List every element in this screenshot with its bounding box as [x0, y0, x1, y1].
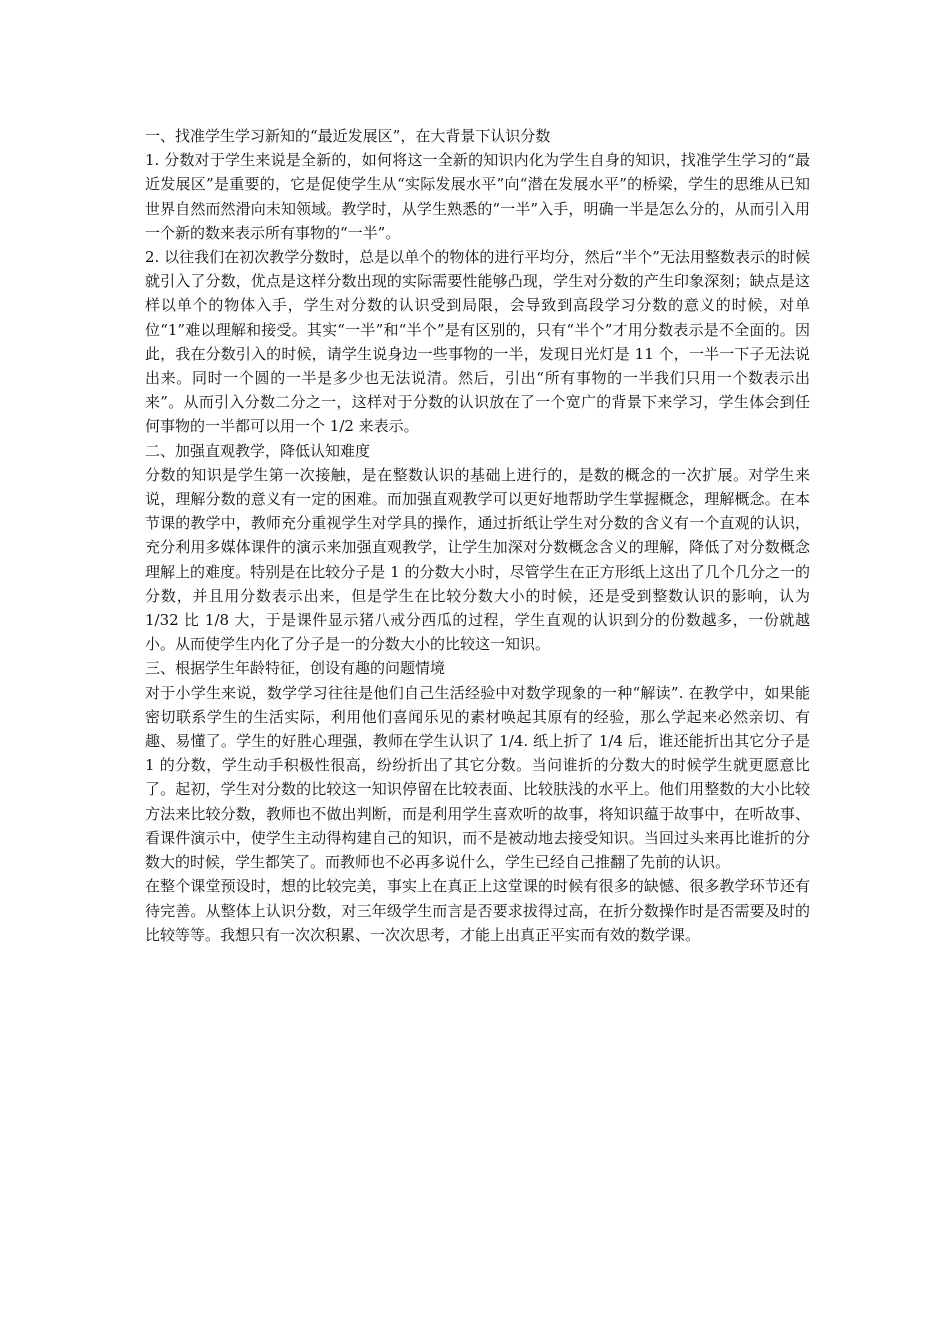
paragraph-2: 2. 以往我们在初次教学分数时，总是以单个的物体的进行平均分，然后“半个”无法用整数表示的时候就引入了分数，优点是这样分数出现的实际需要性能够凸现，学生对分数的产生印象深刻；缺点是这样以单个的物体入手，学生对分数的认识受到局限，会导致到高段学习分数的意义的时候，对单位“1”难以理解和接受。其实“一半”和“半个”是有区别的，只有“半个”才用分数表示是不全面的。因此，我在分数引入的时候，请学生说身边一些事物的一半，发现日光灯是 11 个，一半一下子无法说出来。同时一个圆的一半是多少也无法说清。然后，引出“所有事物的一半我们只用一个数表示出来”。从而引入分数二分之一，这样对于分数的认识放在了一个宽广的背景下来学习，学生体会到任何事物的一半都可以用一个 1/2 来表示。 — [145, 248, 810, 436]
section-heading-1: 一、找准学生学习新知的“最近发展区”，在大背景下认识分数 — [145, 127, 551, 145]
section-heading-2: 二、加强直观教学，降低认知难度 — [145, 441, 371, 460]
paragraph-4: 对于小学生来说，数学学习往往是他们自己生活经验中对数学现象的一种“解读”. 在教学中，如果能密切联系学生的生活实际，利用他们喜闻乐见的素材唤起其原有的经验，那么学起来必然亲切、有趣、易懂了。学生的好胜心理强，教师在学生认识了 1/4. 纸上折了 1/4 后，谁还能折出其它分子是 1 的分数，学生动手积极性很高，纷纷折出了其它分数。当问谁折的分数大的时候学生就更愿意比了。起初，学生对分数的比较这一知识停留在比较表面、比较肤浅的水平上。他们用整数的大小比较方法来比较分数，教师也不做出判断，而是利用学生喜欢听的故事，将知识蕴于故事中，在听故事、看课件演示中，使学生主动得构建自己的知识，而不是被动地去接受知识。当回过头来再比谁折的分数大的时候，学生都笑了。而教师也不必再多说什么，学生已经自己推翻了先前的认识。 — [145, 683, 810, 872]
document-body — [145, 124, 810, 947]
paragraph-1: 1. 分数对于学生来说是全新的，如何将这一全新的知识内化为学生自身的知识，找准学生学习的“最近发展区”是重要的，它是促使学生从“实际发展水平”向“潜在发展水平”的桥梁，学生的思维从已知世界自然而然滑向未知领域。教学时，从学生熟悉的“一半”入手，明确一半是怎么分的，从而引入用一个新的数来表示所有事物的“一半”。 — [145, 151, 810, 242]
paragraph-3: 分数的知识是学生第一次接触，是在整数认识的基础上进行的，是数的概念的一次扩展。对学生来说，理解分数的意义有一定的困难。而加强直观教学可以更好地帮助学生掌握概念，理解概念。在本节课的教学中，教师充分重视学生对学具的操作，通过折纸让学生对分数的含义有一个直观的认识，充分利用多媒体课件的演示来加强直观教学，让学生加深对分数概念含义的理解，降低了对分数概念理解上的难度。特别是在比较分子是 1 的分数大小时，尽管学生在正方形纸上这出了几个几分之一的分数，并且用分数表示出来，但是学生在比较分数大小的时候，还是受到整数认识的影响，认为 1/32 比 1/8 大，于是课件显示猪八戒分西瓜的过程，学生直观的认识到分的份数越多，一份就越小。从而使学生内化了分子是一的分数大小的比较这一知识。 — [145, 465, 810, 654]
section-heading-3: 三、根据学生年龄特征，创设有趣的问题情境 — [145, 659, 446, 678]
paragraph-5: 在整个课堂预设时，想的比较完美，事实上在真正上这堂课的时候有很多的缺憾、很多教学环节还有待完善。从整体上认识分数，对三年级学生而言是否要求拔得过高，在折分数操作时是否需要及时的比较等等。我想只有一次次积累、一次次思考，才能上出真正平实而有效的数学课。 — [145, 877, 810, 944]
